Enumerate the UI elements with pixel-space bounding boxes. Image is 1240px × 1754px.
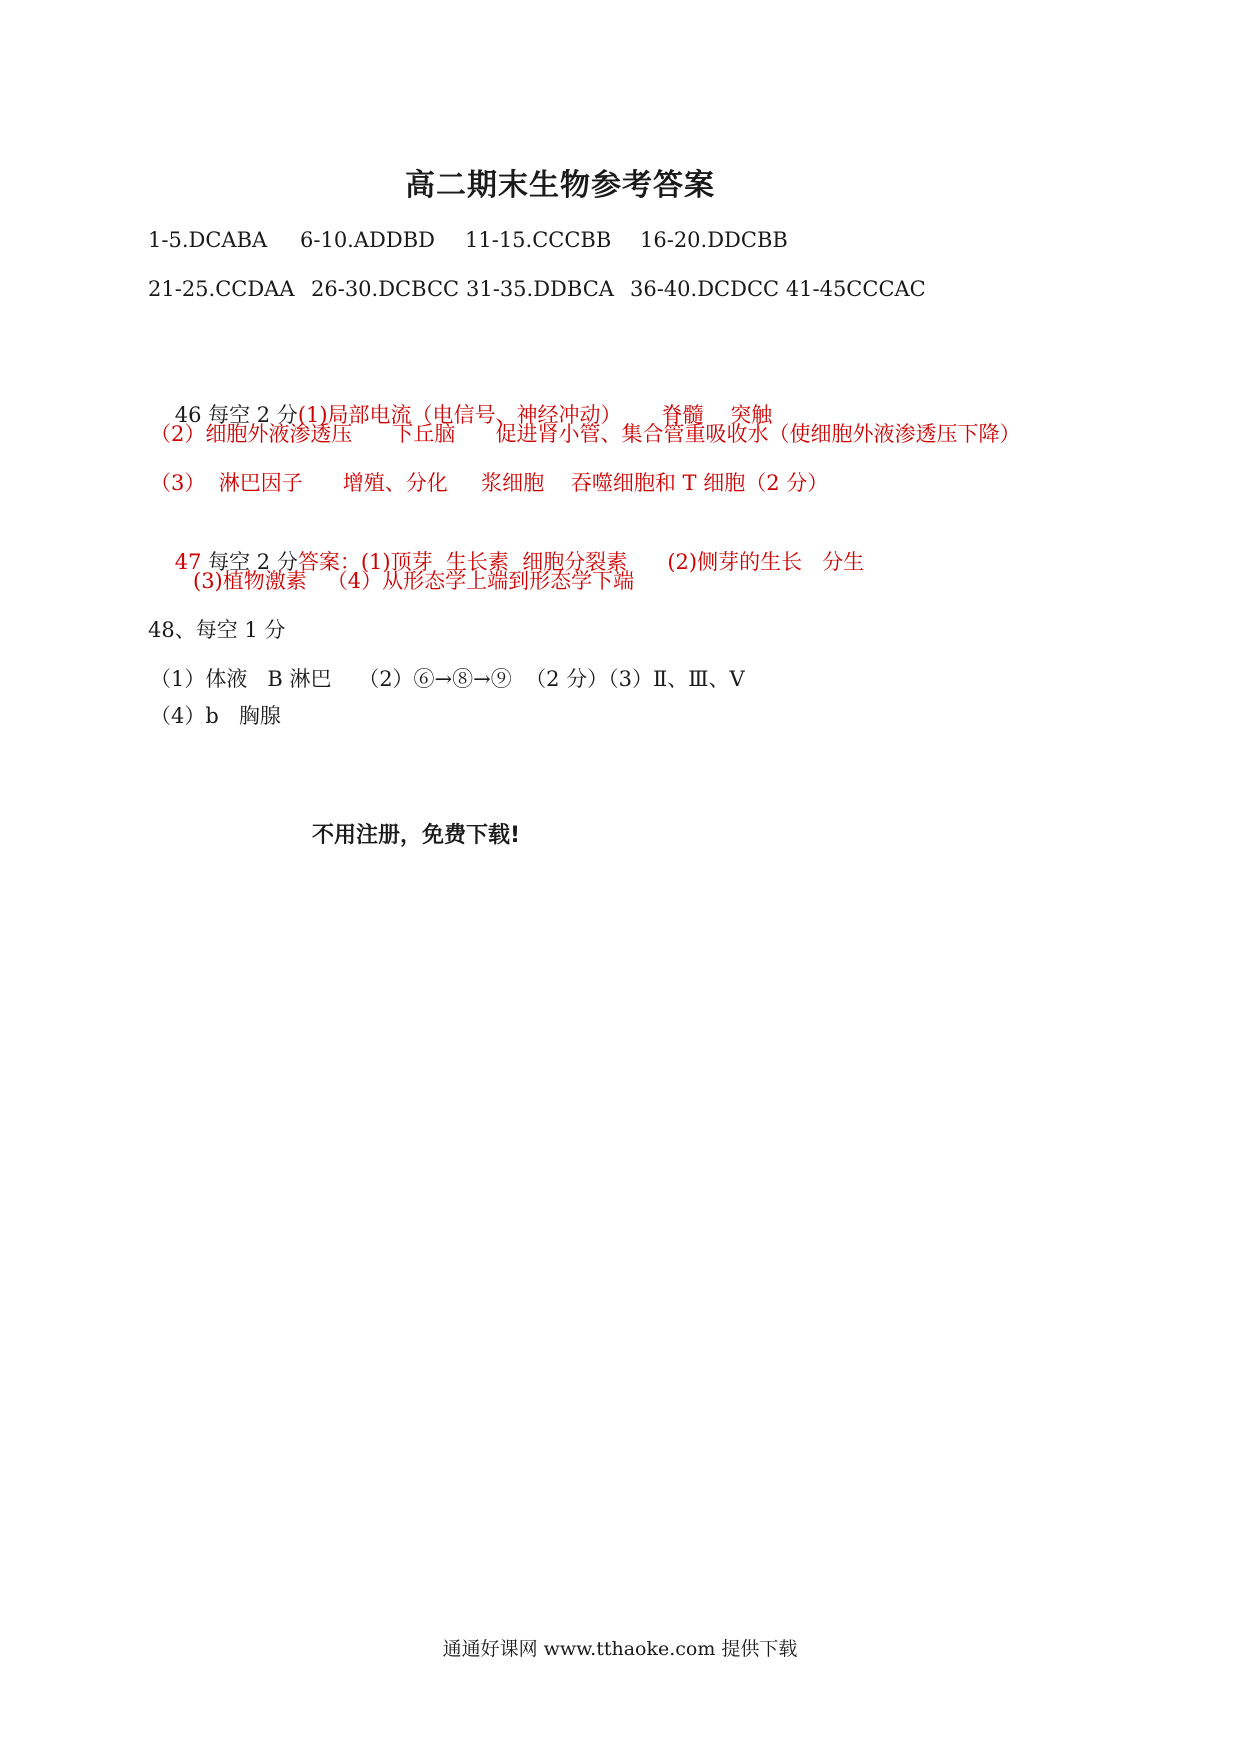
q47-answer-2: (3)植物激素 （4）从形态学上端到形态学下端 xyxy=(193,569,635,593)
page-footer: 通通好课网 www.tthaoke.com 提供下载 xyxy=(442,1638,798,1660)
q48-answer-1: （1）体液 B 淋巴 （2）⑥→⑧→⑨ （2 分）（3）Ⅱ、Ⅲ、Ⅴ xyxy=(150,667,745,691)
q46-answer-3: （3） 淋巴因子 增殖、分化 浆细胞 吞噬细胞和 T 细胞（2 分） xyxy=(150,471,829,495)
mc-answer-group: 26-30.DCBCC xyxy=(311,277,460,301)
q47-number: 47 xyxy=(174,550,202,574)
q47-answer-1: 答案：(1)顶芽 生长素 细胞分裂素 (2)侧芽的生长 分生 xyxy=(297,550,865,574)
q48-answer-2: （4）b 胸腺 xyxy=(150,704,281,728)
q48-heading: 48、每空 1 分 xyxy=(148,618,286,642)
q46-answer-1: (1)局部电流（电信号、神经冲动） 脊髓 突触 xyxy=(297,403,773,427)
promo-text: 不用注册，免费下载! xyxy=(312,823,521,848)
mc-answer-group: 31-35.DDBCA xyxy=(466,277,614,301)
mc-answer-group: 36-40.DCDCC 41-45CCCAC xyxy=(630,277,926,301)
q46-answer-2: （2）细胞外液渗透压 下丘脑 促进肾小管、集合管重吸收水（使细胞外液渗透压下降） xyxy=(150,422,1021,446)
mc-answer-group: 1-5.DCABA xyxy=(148,228,268,252)
q47-prefix: 每空 2 分 xyxy=(201,550,298,574)
mc-answer-group: 11-15.CCCBB xyxy=(465,228,612,252)
mc-answer-group: 21-25.CCDAA xyxy=(148,277,295,301)
mc-answer-group: 6-10.ADDBD xyxy=(300,228,435,252)
q46-prefix: 46 每空 2 分 xyxy=(174,403,298,427)
page-title: 高二期末生物参考答案 xyxy=(405,168,715,203)
mc-answer-group: 16-20.DDCBB xyxy=(640,228,788,252)
